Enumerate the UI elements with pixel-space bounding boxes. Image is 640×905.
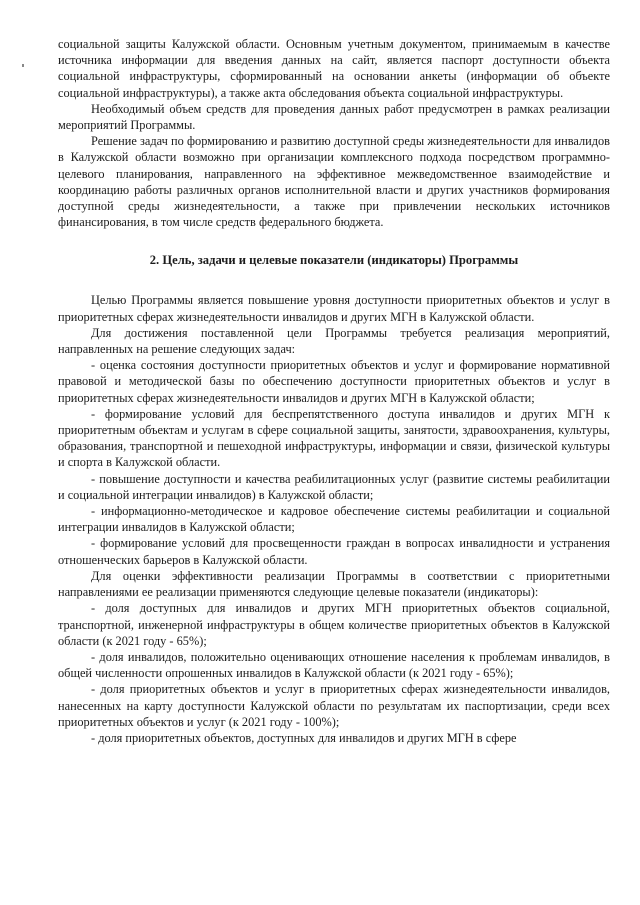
paragraph: - формирование условий для просвещенности граждан в вопросах инвалидности и устранения отношенческих барьеров в Калужской области. [58, 536, 610, 567]
paragraph: Для достижения поставленной цели Программы требуется реализация мероприятий, направленных на решение следующих задач: [58, 325, 610, 357]
paragraph: - доля доступных для инвалидов и других МГН приоритетных объектов социальной, транспортной, инженерной инфраструктуры в общем количестве приоритетных объектов в Калужской области (к 2021 году - 65%); [58, 601, 610, 648]
intro-paragraphs [58, 36, 610, 230]
paragraph: - доля инвалидов, положительно оценивающих отношение населения к проблемам инвалидов, в общей численности опрошенных инвалидов в Калужской области (к 2021 году - 65%); [58, 649, 610, 681]
paragraph: - доля приоритетных объектов, доступных для инвалидов и других МГН в сфере [91, 730, 517, 745]
paragraph: - формирование условий для беспрепятственного доступа инвалидов и других МГН к приоритетным объектам и услугам в сфере социальной защиты, занятости, здравоохранения, культуры, образования, транспортной и пешеходной инфраструктуры, информации и связи, физической культуры и спорта в Калужской области. [58, 406, 610, 470]
paragraph: социальной защиты Калужской области. Основным учетным документом, принимаемым в качестве источника информации для введения данных на сайт, является паспорт доступности объекта социальной инфраструктуры, сформированный на основании анкеты (информации об объекте социальной инфраструктуры), а также акта обследования объекта социальной инфраструктуры. [58, 37, 610, 100]
paragraph: - доля приоритетных объектов и услуг в приоритетных сферах жизнедеятельности инвалидов, нанесенных на карту доступности Калужской области по результатам их паспортизации, среди всех приоритетных объектов и услуг (к 2021 году - 100%); [58, 682, 610, 729]
section-paragraphs [58, 292, 610, 746]
paragraph: Целью Программы является повышение уровня доступности приоритетных объектов и услуг в приоритетных сферах жизнедеятельности инвалидов и других МГН в Калужской области. [58, 293, 610, 324]
paragraph: - информационно-методическое и кадровое обеспечение системы реабилитации и социальной интеграции инвалидов в Калужской области; [58, 504, 610, 535]
paragraph: - оценка состояния доступности приоритетных объектов и услуг и формирование нормативной правовой и методической базы по обеспечению доступности приоритетных объектов и услуг в приоритетных сферах жизнедеятельности инвалидов и других МГН в Калужской области; [58, 358, 610, 405]
paragraph: Решение задач по формированию и развитию доступной среды жизнедеятельности для инвалидов в Калужской области возможно при организации комплексного подхода посредством программно-целевого планирования, направленного на эффективное межведомственное взаимодействие и координацию работы различных органов исполнительной власти и других участников формирования доступной среды жизнедеятельности, а также при привлечении нескольких источников финансирования, в том числе средств федерального бюджета. [58, 134, 610, 230]
section-heading: 2. Цель, задачи и целевые показатели (индикаторы) Программы [149, 253, 519, 268]
paragraph: Необходимый объем средств для проведения данных работ предусмотрен в рамках реализации мероприятий Программы. [58, 101, 610, 133]
paragraph: Для оценки эффективности реализации Программы в соответствии с приоритетными направлениями ее реализации применяются следующие целевые показатели (индикаторы): [58, 568, 610, 600]
scan-edge-mark [22, 64, 24, 67]
paragraph: - повышение доступности и качества реабилитационных услуг (развитие системы реабилитации и социальной интеграции инвалидов) в Калужской области; [58, 471, 610, 502]
